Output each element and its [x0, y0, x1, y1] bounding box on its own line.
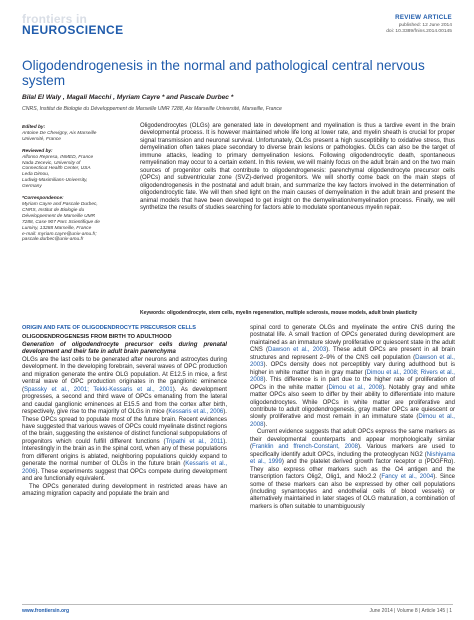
text-run: ) and the platelet derived growth factor receptor α (PDGFRα). They also express other markers such as the O4 antigen and the transcription factors Olig2, Olig1, and Nkx2.2 ( [250, 459, 456, 481]
correspondence-label: *Correspondence: [22, 196, 64, 202]
citation-link[interactable]: Kessaris et al., 2006 [22, 461, 228, 475]
right-column [250, 325, 455, 511]
text-run: ). [263, 421, 268, 428]
reviewed-by-label: Reviewed by: [22, 148, 53, 154]
reviewer-line: Connecticut Health Center, USA [22, 166, 91, 172]
correspondence-line: Luminy, 13288 Marseille, France [22, 225, 92, 231]
keywords-list: oligodendrocyte, stem cells, myelin regeneration, multiple sclerosis, mouse models, adult brain plasticity [166, 310, 418, 316]
subsubsection-heading: Generation of oligodendrocyte precursor cells during prenatal development and their fate in adult brain parenchyma [22, 342, 227, 356]
reviewer-line: Ludwig-Maximilians-University, [22, 178, 88, 184]
citation-link[interactable]: Dimou et al., 2008 [328, 384, 383, 391]
text-run: ). As development progresses, a second and third wave of OPCs emanating from the lateral and caudal ganglionic eminences at E15.5 and from the cortex after birth, respectively, give rise to the majority of OLGs in mice ( [22, 386, 227, 416]
correspondence-line: Myriam Cayre and Pascale Durbec, [22, 201, 98, 207]
journal-logo-top: frontiers in [22, 12, 88, 26]
published-date: published: 12 June 2014 [398, 23, 452, 28]
edited-by-label: Edited by: [22, 125, 46, 130]
text-run: ). This difference is in part due to the higher rate of proliferation of OPCs in the white matter ( [250, 377, 455, 391]
text-run: ). These OPCs spread to populate most of the future brain. Recent evidences have suggested that various waves of OPCs could myelinate distinct regions of the brain, suggesting the existence of distinct functional subpopulations of progenitors which could fulfill different functions ( [22, 409, 227, 445]
footer-issue: June 2014 | Volume 8 | Article 145 | 1 [369, 608, 452, 614]
text-run: ). These adult OPCs are present in all brain structures and represent 2–9% of the CNS cell population ( [250, 347, 455, 361]
text-run: ). These experiments suggest that OPCs compete during development and are functionally equivalent. [22, 468, 227, 483]
citation-link[interactable]: Dawson et al., 2003 [268, 347, 327, 354]
citation-link[interactable]: Dimou et al., 2008; Rivers et al., 2008 [250, 369, 455, 384]
article-title: Oligodendrogenesis in the normal and pathological central nervous system [22, 58, 425, 88]
footer-site-link[interactable]: www.frontiersin.org [22, 608, 70, 614]
journal-logo-bottom: NEUROSCIENCE [22, 23, 124, 37]
reviewer-line: Nada Zecevic, University of [22, 160, 81, 166]
editorial-sidebar [22, 125, 114, 249]
citation-link[interactable]: Nishiyama et al., 1999 [250, 451, 455, 466]
text-run: ). Interestingly in the brain as in the spinal cord, when any of these populations from different origins is ablated, neighboring populations quickly expand to generate the normal number of OLGs in the future brain ( [22, 438, 227, 468]
text-run: OLGs are the last cells to be generated after neurons and astrocytes during development. In the developing forebrain, several waves of OPC production and migration generate the entire OLG population. At E12.5 in mice, a first ventral wave of OPC production originates in the ganglionic eminence ( [22, 356, 227, 393]
text-run: ). Notably gray and white matter OPCs also seem to differ by their ability to differentiate into mature oligodendrocytes. While OPCs in white matter are proliferative and contribute to adult oligodendrogenesis, gray matter OPCs are quiescent or slowly proliferative and most remain in an immature state ( [250, 384, 455, 421]
correspondence-line: CNRS, Institut de Biologie du [22, 207, 85, 213]
text-run: ). OPCs density does not perceptibly vary during adulthood but is higher in white matter than in gray matter ( [250, 362, 455, 376]
body-paragraph: The OPCs generated during development in restricted areas have an amazing migration capacity and populate the brain and [22, 483, 227, 498]
citation-link[interactable]: Tripathi et al., 2011 [165, 438, 224, 445]
correspondence-email[interactable]: pascale.durbec@univ-amu.fr [22, 237, 84, 243]
citation-link[interactable]: Spassky et al., 2001; Tekki-Kessaris et al., 2001 [24, 386, 173, 393]
citation-link[interactable]: Dimou et al., 2008 [250, 414, 455, 428]
text-run: ). Various markers are used to specifically identify adult OPCs, including the proteoglycan NG2 ( [250, 444, 455, 458]
text-run: ). Since some of these markers can also be expressed by other cell populations (including synantocytes and endothelial cells of blood vessels) or alternatively maintained in later stages of OLG maturation, a combination of markers is often suitable to unambiguously [250, 474, 455, 510]
reviewer-line: Alfonso Represa, INMED, France [22, 154, 94, 160]
citation-link[interactable]: Kessaris et al., 2006 [168, 409, 224, 416]
authors: Bilal El Waly , Magali Macchi , Myriam Cayre * and Pascale Durbec * [22, 94, 234, 101]
footer-divider [22, 604, 453, 605]
editor-line: Antoine De Chevigny, Aix Marseille [22, 130, 97, 136]
reviewer-line: Leda Dimou, [22, 172, 50, 178]
article-type: REVIEW ARTICLE [395, 14, 452, 21]
citation-link[interactable]: Dawson et al., 2003 [250, 354, 455, 369]
keywords-label: Keywords: [140, 310, 166, 316]
keywords [140, 310, 455, 316]
body-paragraph [22, 357, 227, 484]
text-run: Current evidence suggests that adult OPCs express the same markers as their developmental counterparts and appear morphologically similar ( [250, 429, 455, 451]
section-heading: ORIGIN AND FATE OF OLIGODENDROCYTE PRECURSOR CELLS [22, 325, 197, 331]
affiliation: CNRS, Institut de Biologie du Développement de Marseille UMR 7288, Aix Marseille Université, Marseille, France [22, 106, 282, 112]
citation-link[interactable]: Fancy et al., 2004 [381, 474, 434, 481]
correspondence-email[interactable]: e-mail: myriam.cayre@univ-amu.fr; [22, 231, 97, 237]
left-column [22, 325, 227, 499]
body-paragraph [250, 429, 455, 511]
citation-link[interactable]: Franklin and ffrench-Constant, 2008 [252, 444, 359, 451]
editor-line: Université, France [22, 136, 61, 142]
subsection-heading: OLIGODENDROGENESIS FROM BIRTH TO ADULTHOOD [22, 334, 172, 340]
correspondence-line: Développement de Marseille UMR [22, 213, 96, 219]
reviewer-line: Germany [22, 184, 42, 190]
abstract: Oligodendrocytes (OLGs) are generated late in development and myelination is thus a tardive event in the brain developmental process. It is however maintained whole life long at lower rate, and myelin sheath is crucial for proper signal transmission and neuronal survival. Unfortunately, OLGs present a high susceptibility to oxidative stress, thus demyelination often takes place secondary to diverse brain lesions or pathologies. OLGs can also be the target of immune attacks, leading to primary demyelination lesions. Following oligodendrocytic death, spontaneous remyelination may occur to a certain extent. In this review, we will mainly focus on the adult brain and on the two main sources of progenitor cells that contribute to oligodendrogenesis: parenchymal oligodendrocyte precursor cells (OPCs) and subventricular zone (SVZ)-derived progenitors. We will shortly come back on the main steps of oligodendrogenesis in the postnatal and adult brain, and summarize the key factors involved in the determination of oligodendrocytic fate. We will then shed light on the main causes of demyelination in the adult brain and present the animal models that have been developed to get insight on the demyelination/remyelination process. Finally, we will synthetize the results of studies searching for factors able to modulate spontaneous myelin repair. [140, 123, 455, 211]
correspondence-line: 7288, Case 907 Parc Scientifique de [22, 219, 100, 225]
body-paragraph [250, 325, 455, 429]
doi[interactable]: doi: 10.3389/fnins.2014.00145 [386, 29, 452, 34]
text-run: spinal cord to generate OLGs and myelinate the entire CNS during the postnatal life. A small fraction of OPCs generated during development are maintained as an immature slowly proliferative or quiescent state in the adult CNS ( [250, 325, 455, 354]
